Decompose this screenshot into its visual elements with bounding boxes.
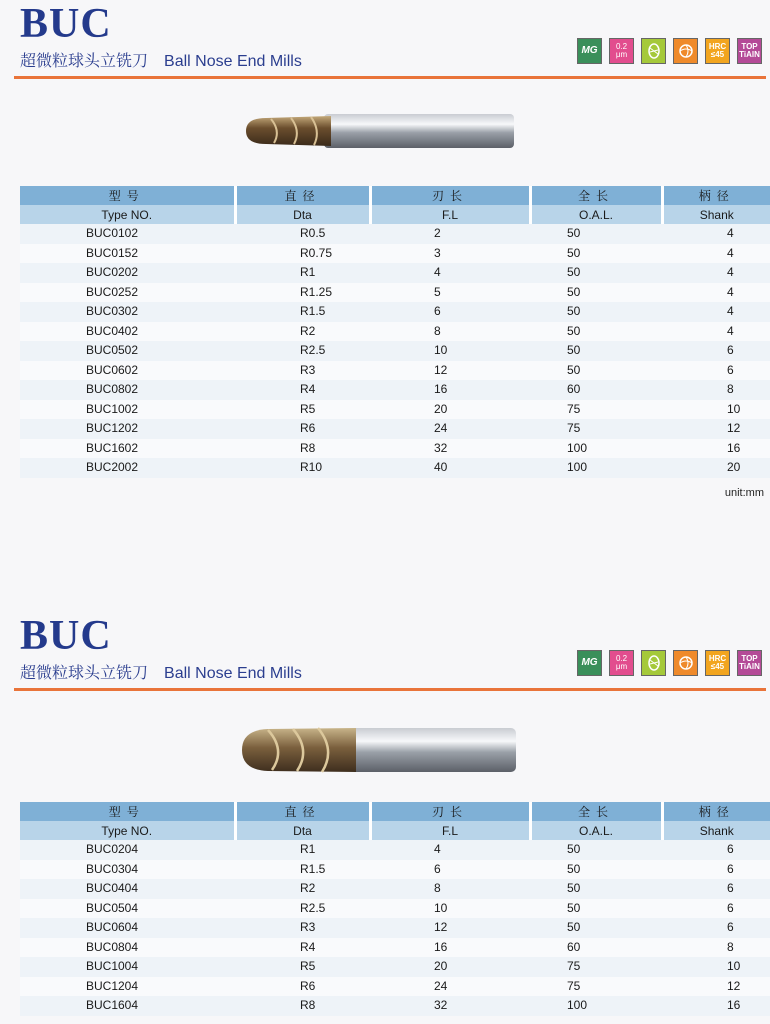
col-header-overall-length-cn: 全长 [530,186,662,205]
cell-diameter: R1.5 [235,302,370,322]
col-header-type-en: Type NO. [20,821,235,840]
cell-overall-length: 50 [530,302,662,322]
hardness-icon: HRC ≤45 [705,38,730,64]
cell-type-no: BUC1604 [20,996,235,1016]
orange-divider [14,688,766,691]
cell-overall-length: 50 [530,879,662,899]
cell-diameter: R2 [235,879,370,899]
cell-overall-length: 50 [530,361,662,381]
col-header-type-cn: 型号 [20,802,235,821]
col-header-overall-length-en: O.A.L. [530,205,662,224]
cell-type-no: BUC1204 [20,977,235,997]
col-header-diameter-en: Dta [235,821,370,840]
table-row [20,244,770,264]
cell-type-no: BUC0102 [20,224,235,244]
cell-flute-length: 24 [370,419,530,439]
cell-diameter: R4 [235,380,370,400]
cell-type-no: BUC0802 [20,380,235,400]
product-section-2 [0,612,770,1024]
table-row [20,458,770,478]
cell-shank: 6 [662,361,770,381]
cell-type-no: BUC2002 [20,458,235,478]
cell-shank: 6 [662,879,770,899]
cell-diameter: R1.25 [235,283,370,303]
col-header-shank-cn: 柄径 [662,802,770,821]
cell-flute-length: 20 [370,400,530,420]
cell-flute-length: 16 [370,938,530,958]
table-row [20,899,770,919]
cell-overall-length: 75 [530,957,662,977]
hardness-icon: HRC ≤45 [705,650,730,676]
cell-diameter: R5 [235,400,370,420]
cell-flute-length: 4 [370,263,530,283]
cell-diameter: R1 [235,263,370,283]
cell-flute-length: 3 [370,244,530,264]
feature-badges [577,38,762,64]
cell-type-no: BUC0402 [20,322,235,342]
cell-type-no: BUC1202 [20,419,235,439]
cell-flute-length: 4 [370,840,530,860]
cell-type-no: BUC1602 [20,439,235,459]
table-row [20,860,770,880]
cell-flute-length: 10 [370,341,530,361]
cell-diameter: R1 [235,840,370,860]
cell-diameter: R0.5 [235,224,370,244]
cell-overall-length: 100 [530,996,662,1016]
cell-type-no: BUC0602 [20,361,235,381]
cell-flute-length: 8 [370,322,530,342]
cell-flute-length: 20 [370,957,530,977]
subtitle-chinese: 超微粒球头立铣刀 [20,53,149,70]
cell-type-no: BUC0304 [20,860,235,880]
ball-nose-end-mill-image [238,720,523,780]
table-row [20,996,770,1016]
cell-diameter: R3 [235,361,370,381]
col-header-shank-cn: 柄径 [662,186,770,205]
cell-overall-length: 60 [530,938,662,958]
cell-type-no: BUC0302 [20,302,235,322]
cell-type-no: BUC0504 [20,899,235,919]
cell-overall-length: 60 [530,380,662,400]
micrograin-icon: 0.2 μm [609,650,634,676]
feature-badges [577,650,762,676]
cell-shank: 12 [662,977,770,997]
subtitle-english: Ball Nose End Mills [164,665,302,682]
col-header-type-en: Type NO. [20,205,235,224]
micrograin-icon: 0.2 μm [609,38,634,64]
coating-icon [641,38,666,64]
table-row [20,302,770,322]
col-header-diameter-en: Dta [235,205,370,224]
section-title: BUC [20,1,112,47]
ball-nose-end-mill-image [236,108,521,156]
cell-shank: 4 [662,322,770,342]
cell-overall-length: 75 [530,400,662,420]
cell-shank: 12 [662,419,770,439]
cell-overall-length: 50 [530,899,662,919]
cell-overall-length: 100 [530,439,662,459]
cell-type-no: BUC0604 [20,918,235,938]
col-header-shank-en: Shank [662,205,770,224]
spec-table-1-body [20,224,770,478]
subtitle-chinese: 超微粒球头立铣刀 [20,665,149,682]
unit-note: unit:mm [724,487,764,499]
cell-overall-length: 100 [530,458,662,478]
cell-shank: 4 [662,302,770,322]
cell-diameter: R1.5 [235,860,370,880]
cell-shank: 4 [662,263,770,283]
table-row [20,224,770,244]
table-row [20,400,770,420]
table-row [20,380,770,400]
cell-overall-length: 50 [530,840,662,860]
cell-type-no: BUC0404 [20,879,235,899]
cell-overall-length: 50 [530,341,662,361]
cell-flute-length: 8 [370,879,530,899]
cell-flute-length: 24 [370,977,530,997]
col-header-overall-length-cn: 全长 [530,802,662,821]
table-row [20,341,770,361]
table-row [20,957,770,977]
table-row [20,263,770,283]
cell-shank: 10 [662,400,770,420]
cell-overall-length: 50 [530,860,662,880]
cell-diameter: R4 [235,938,370,958]
cell-flute-length: 40 [370,458,530,478]
cell-shank: 6 [662,918,770,938]
section-subtitle [20,664,302,684]
cell-overall-length: 50 [530,244,662,264]
flute-icon [673,38,698,64]
spec-table-2 [20,802,770,1016]
cell-diameter: R2 [235,322,370,342]
mg-grade-icon: MG [577,650,602,676]
section-title: BUC [20,613,112,659]
cell-overall-length: 50 [530,263,662,283]
cell-flute-length: 5 [370,283,530,303]
cell-flute-length: 32 [370,996,530,1016]
cell-shank: 6 [662,840,770,860]
col-header-flute-length-cn: 刃长 [370,186,530,205]
cell-diameter: R8 [235,439,370,459]
cell-shank: 16 [662,439,770,459]
col-header-flute-length-cn: 刃长 [370,802,530,821]
cell-shank: 6 [662,341,770,361]
cell-flute-length: 16 [370,380,530,400]
cell-diameter: R3 [235,918,370,938]
cell-type-no: BUC0204 [20,840,235,860]
cell-flute-length: 10 [370,899,530,919]
cell-overall-length: 50 [530,283,662,303]
cell-type-no: BUC1002 [20,400,235,420]
tialn-icon: TOP TiAlN [737,38,762,64]
coating-icon [641,650,666,676]
cell-type-no: BUC0502 [20,341,235,361]
cell-flute-length: 6 [370,302,530,322]
cell-shank: 4 [662,244,770,264]
table-row [20,361,770,381]
cell-shank: 8 [662,380,770,400]
tialn-icon: TOP TiAlN [737,650,762,676]
subtitle-english: Ball Nose End Mills [164,53,302,70]
col-header-overall-length-en: O.A.L. [530,821,662,840]
flute-icon [673,650,698,676]
cell-type-no: BUC1004 [20,957,235,977]
table-row [20,918,770,938]
section-subtitle [20,52,302,72]
cell-shank: 16 [662,996,770,1016]
table-row [20,419,770,439]
cell-flute-length: 6 [370,860,530,880]
col-header-diameter-cn: 直径 [235,802,370,821]
cell-flute-length: 32 [370,439,530,459]
cell-diameter: R2.5 [235,341,370,361]
col-header-shank-en: Shank [662,821,770,840]
cell-flute-length: 12 [370,361,530,381]
cell-type-no: BUC0152 [20,244,235,264]
table-row [20,840,770,860]
cell-diameter: R2.5 [235,899,370,919]
cell-overall-length: 50 [530,322,662,342]
table-row [20,439,770,459]
col-header-flute-length-en: F.L [370,821,530,840]
cell-type-no: BUC0804 [20,938,235,958]
cell-shank: 4 [662,283,770,303]
cell-shank: 20 [662,458,770,478]
cell-overall-length: 75 [530,419,662,439]
cell-type-no: BUC0252 [20,283,235,303]
cell-flute-length: 2 [370,224,530,244]
cell-overall-length: 50 [530,918,662,938]
cell-diameter: R6 [235,977,370,997]
cell-diameter: R5 [235,957,370,977]
col-header-flute-length-en: F.L [370,205,530,224]
table-row [20,879,770,899]
cell-shank: 6 [662,860,770,880]
cell-shank: 6 [662,899,770,919]
cell-diameter: R10 [235,458,370,478]
cell-type-no: BUC0202 [20,263,235,283]
col-header-diameter-cn: 直径 [235,186,370,205]
table-row [20,283,770,303]
cell-flute-length: 12 [370,918,530,938]
table-row [20,977,770,997]
table-row [20,938,770,958]
cell-diameter: R8 [235,996,370,1016]
spec-table-1 [20,186,770,478]
orange-divider [14,76,766,79]
table-row [20,322,770,342]
cell-diameter: R6 [235,419,370,439]
mg-grade-icon: MG [577,38,602,64]
cell-diameter: R0.75 [235,244,370,264]
cell-shank: 10 [662,957,770,977]
spec-table-2-body [20,840,770,1016]
cell-shank: 8 [662,938,770,958]
col-header-type-cn: 型号 [20,186,235,205]
cell-overall-length: 50 [530,224,662,244]
cell-overall-length: 75 [530,977,662,997]
cell-shank: 4 [662,224,770,244]
